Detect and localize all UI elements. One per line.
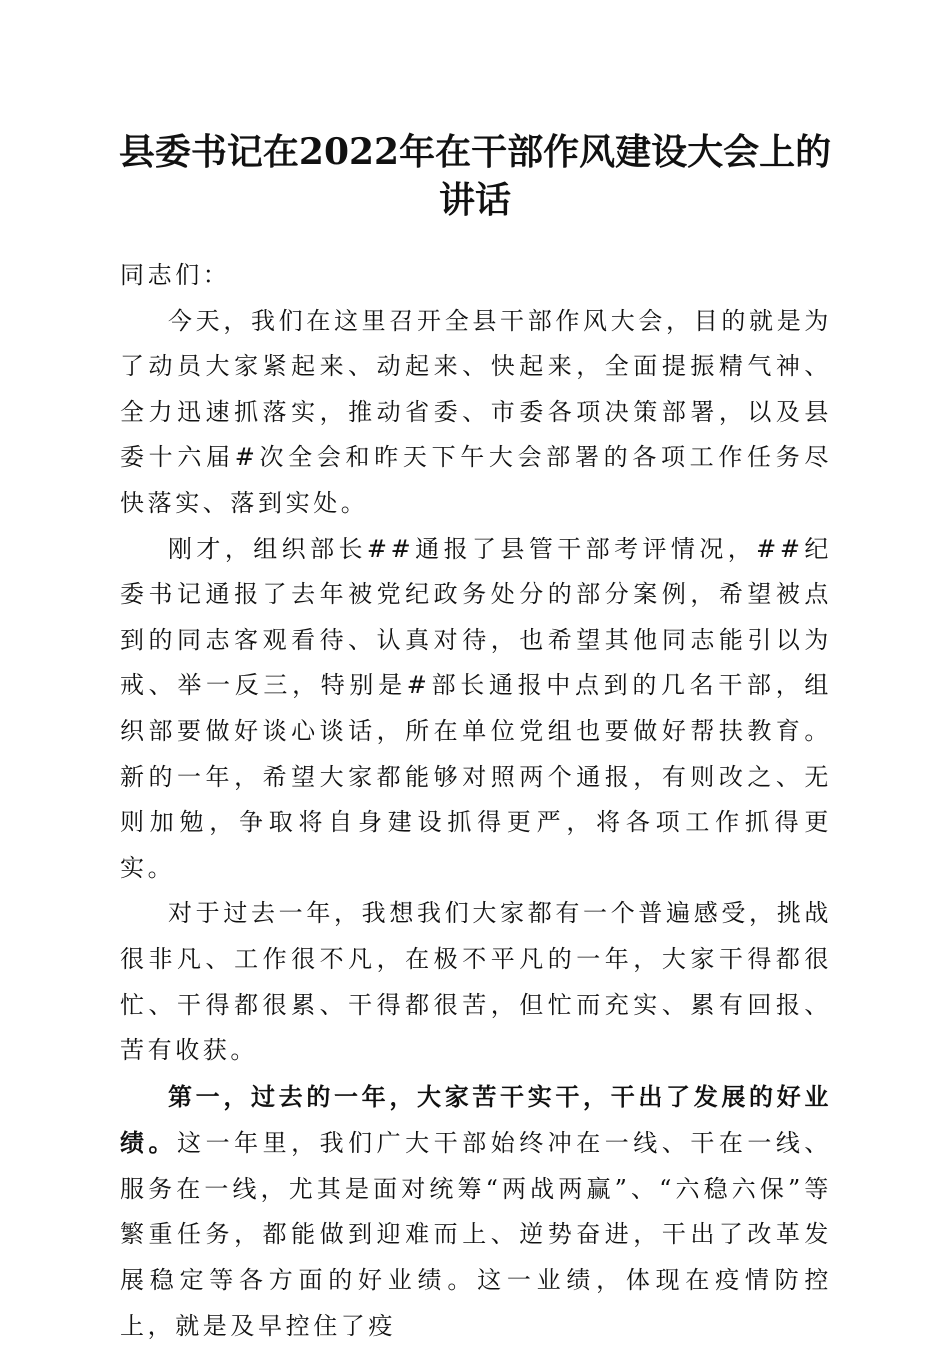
point-one-text: 这一年里，我们广大干部始终冲在一线、干在一线、服务在一线，尤其是面对统筹“两战两赢”、“六稳六保”等繁重任务，都能做到迎难而上、逆势奋进，干出了改革发展稳定等各方面的好业绩。这一业绩，体现在疫情防控上，就是及早控住了疫	[120, 1129, 832, 1340]
paragraph-reports: 刚才，组织部长##通报了县管干部考评情况，##纪委书记通报了去年被党纪政务处分的部分案例，希望被点到的同志客观看待、认真对待，也希望其他同志能引以为戒、举一反三，特别是#部长通报中点到的几名干部，组织部要做好谈心谈话，所在单位党组也要做好帮扶教育。新的一年，希望大家都能够对照两个通报，有则改之、无则加勉，争取将自身建设抓得更严，将各项工作抓得更实。	[120, 534, 832, 882]
paragraph-past-year: 对于过去一年，我想我们大家都有一个普遍感受，挑战很非凡、工作很不凡，在极不平凡的一年，大家干得都很忙、干得都很累、干得都很苦，但忙而充实、累有回报、苦有收获。	[120, 899, 832, 1065]
title-line-1: 县委书记在2022年在干部作风建设大会上的	[118, 131, 832, 173]
paragraph-point-one	[120, 1074, 832, 1349]
document-body	[120, 253, 832, 1349]
page-title	[100, 128, 850, 224]
title-line-2: 讲话	[438, 179, 511, 221]
point-one-heading: 第一，过去的一年，大家苦干实干，干出了发展的好业绩。	[120, 1081, 832, 1158]
paragraph-opening: 今天，我们在这里召开全县干部作风大会，目的就是为了动员大家紧起来、动起来、快起来，全面提振精气神、全力迅速抓落实，推动省委、市委各项决策部署，以及县委十六届#次全会和昨天下午大会部署的各项工作任务尽快落实、落到实处。	[120, 306, 832, 517]
salutation: 同志们：	[120, 261, 231, 289]
